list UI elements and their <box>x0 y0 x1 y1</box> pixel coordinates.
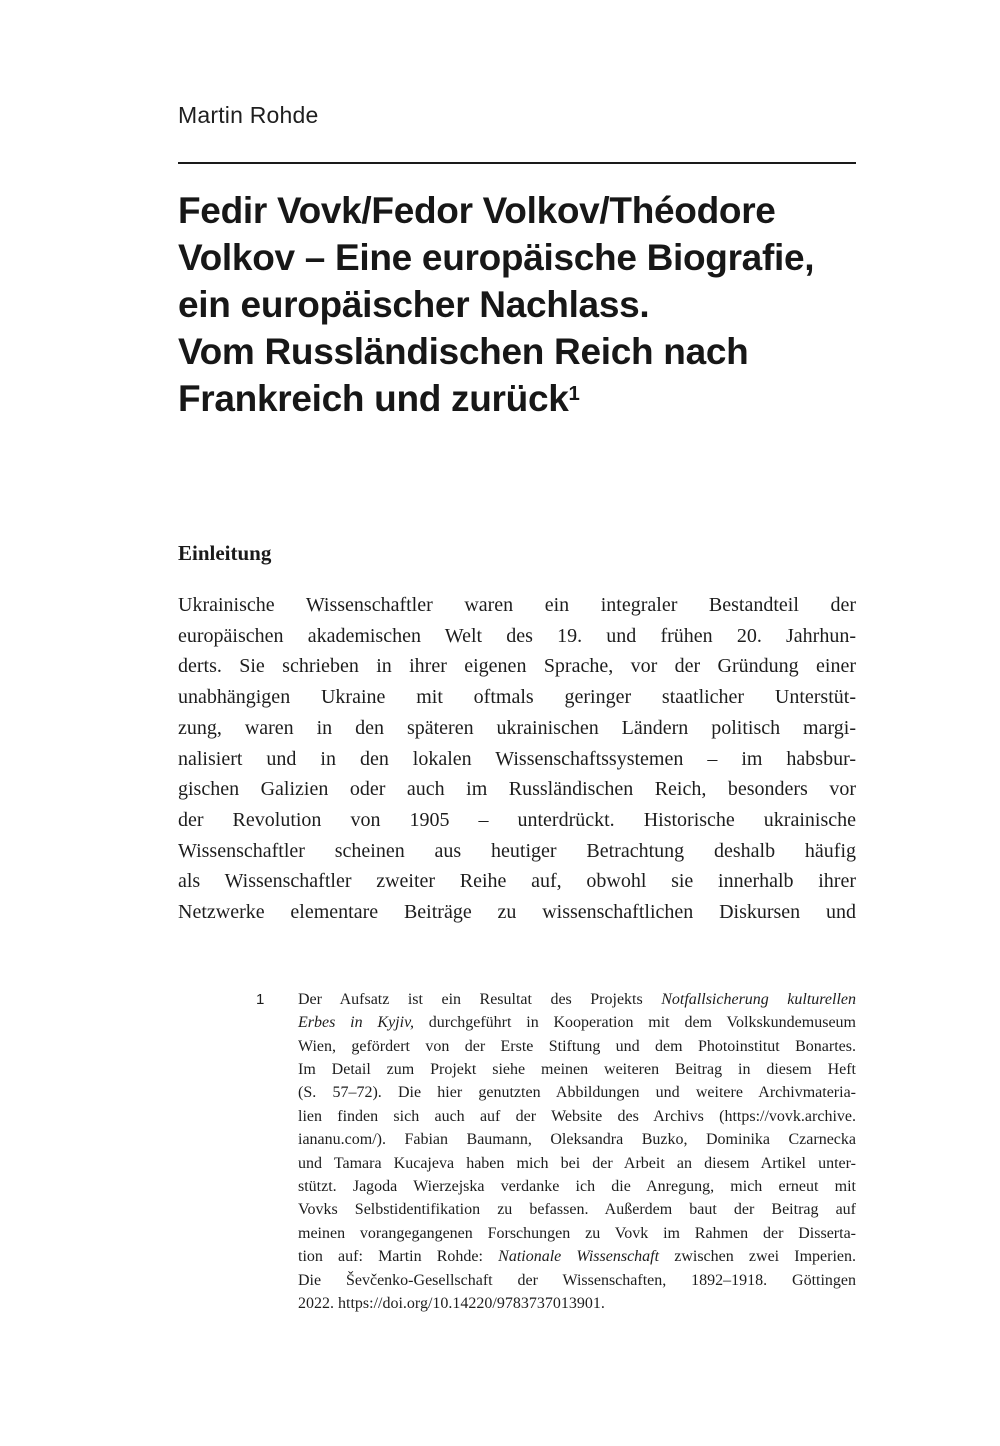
author-name: Martin Rohde <box>178 102 319 128</box>
footnote-number: 1 <box>256 990 265 1008</box>
text-line: Erbes in Kyjiv, durchgeführt in Kooperation mit dem Volkskundemuseum <box>298 1014 856 1032</box>
text-line: tion auf: Martin Rohde: Nationale Wissenschaft zwischen zwei Imperien. <box>298 1248 857 1266</box>
text-line: europäischen akademischen Welt des 19. und frühen 20. Jahrhun- <box>178 624 856 647</box>
section-heading: Einleitung <box>178 541 272 565</box>
body-paragraph <box>178 590 856 928</box>
text-line: unabhängigen Ukraine mit oftmals geringer staatlicher Unterstüt- <box>178 686 856 709</box>
text-line: 2022. https://doi.org/10.14220/9783737013901. <box>298 1295 605 1313</box>
text-line: Der Aufsatz ist ein Resultat des Projekts Notfallsicherung kulturellen <box>298 990 857 1008</box>
text-line: Frankreich und zurück$^1$ <box>178 378 580 419</box>
text-line: zung, waren in den späteren ukrainischen Ländern politisch margi- <box>178 716 856 739</box>
text-line: iananu.com/). Fabian Baumann, Oleksandra Buzko, Dominika Czarnecka <box>298 1131 856 1149</box>
text-line: gischen Galizien oder auch im Russländischen Reich, besonders vor <box>178 778 856 801</box>
text-line: Wissenschaftler scheinen aus heutiger Betrachtung deshalb häufig <box>178 839 856 862</box>
article-title <box>178 187 856 429</box>
text-line: Die Ševčenko-Gesellschaft der Wissenschaften, 1892–1918. Göttingen <box>298 1271 856 1289</box>
footnote <box>178 988 856 1316</box>
text-line: Ukrainische Wissenschaftler waren ein integraler Bestandteil der <box>178 594 856 616</box>
text-line: stützt. Jagoda Wierzejska verdanke ich die Anregung, mich erneut mit <box>298 1177 856 1195</box>
text-line: Vom Russländischen Reich nach <box>178 331 749 372</box>
text-line: als Wissenschaftler zweiter Reihe auf, obwohl sie innerhalb ihrer <box>178 870 856 893</box>
text-line: ein europäischer Nachlass. <box>178 284 650 325</box>
text-line: derts. Sie schrieben in ihrer eigenen Sprache, vor der Gründung einer <box>178 655 856 678</box>
text-line: Wien, gefördert von der Erste Stiftung und dem Photoinstitut Bonartes. <box>298 1037 856 1055</box>
text-line: Netzwerke elementare Beiträge zu wissenschaftlichen Diskursen und <box>178 901 856 924</box>
divider-rule <box>178 162 856 164</box>
text-line: und Tamara Kucajeva haben mich bei der Arbeit an diesem Artikel unter- <box>298 1154 856 1172</box>
text-line: Fedir Vovk/Fedor Volkov/Théodore <box>178 190 776 231</box>
text-line: Im Detail zum Projekt siehe meinen weiteren Beitrag in diesem Heft <box>298 1060 856 1078</box>
footnote-text <box>298 988 856 1316</box>
text-line: (S. 57–72). Die hier genutzten Abbildungen und weitere Archivmateria- <box>298 1084 856 1102</box>
text-line: der Revolution von 1905 – unterdrückt. Historische ukrainische <box>178 808 856 831</box>
text-line: nalisiert und in den lokalen Wissenschaftssystemen – im habsbur- <box>178 747 856 770</box>
page-content <box>178 0 856 1315</box>
text-line: Vovks Selbstidentifikation zu befassen. Außerdem baut der Beitrag auf <box>298 1201 856 1219</box>
text-line: Volkov – Eine europäische Biografie, <box>178 237 815 278</box>
text-line: meinen vorangegangenen Forschungen zu Vovk im Rahmen der Disserta- <box>298 1224 856 1242</box>
text-line: lien finden sich auch auf der Website des Archivs (https://vovk.archive. <box>298 1107 856 1125</box>
